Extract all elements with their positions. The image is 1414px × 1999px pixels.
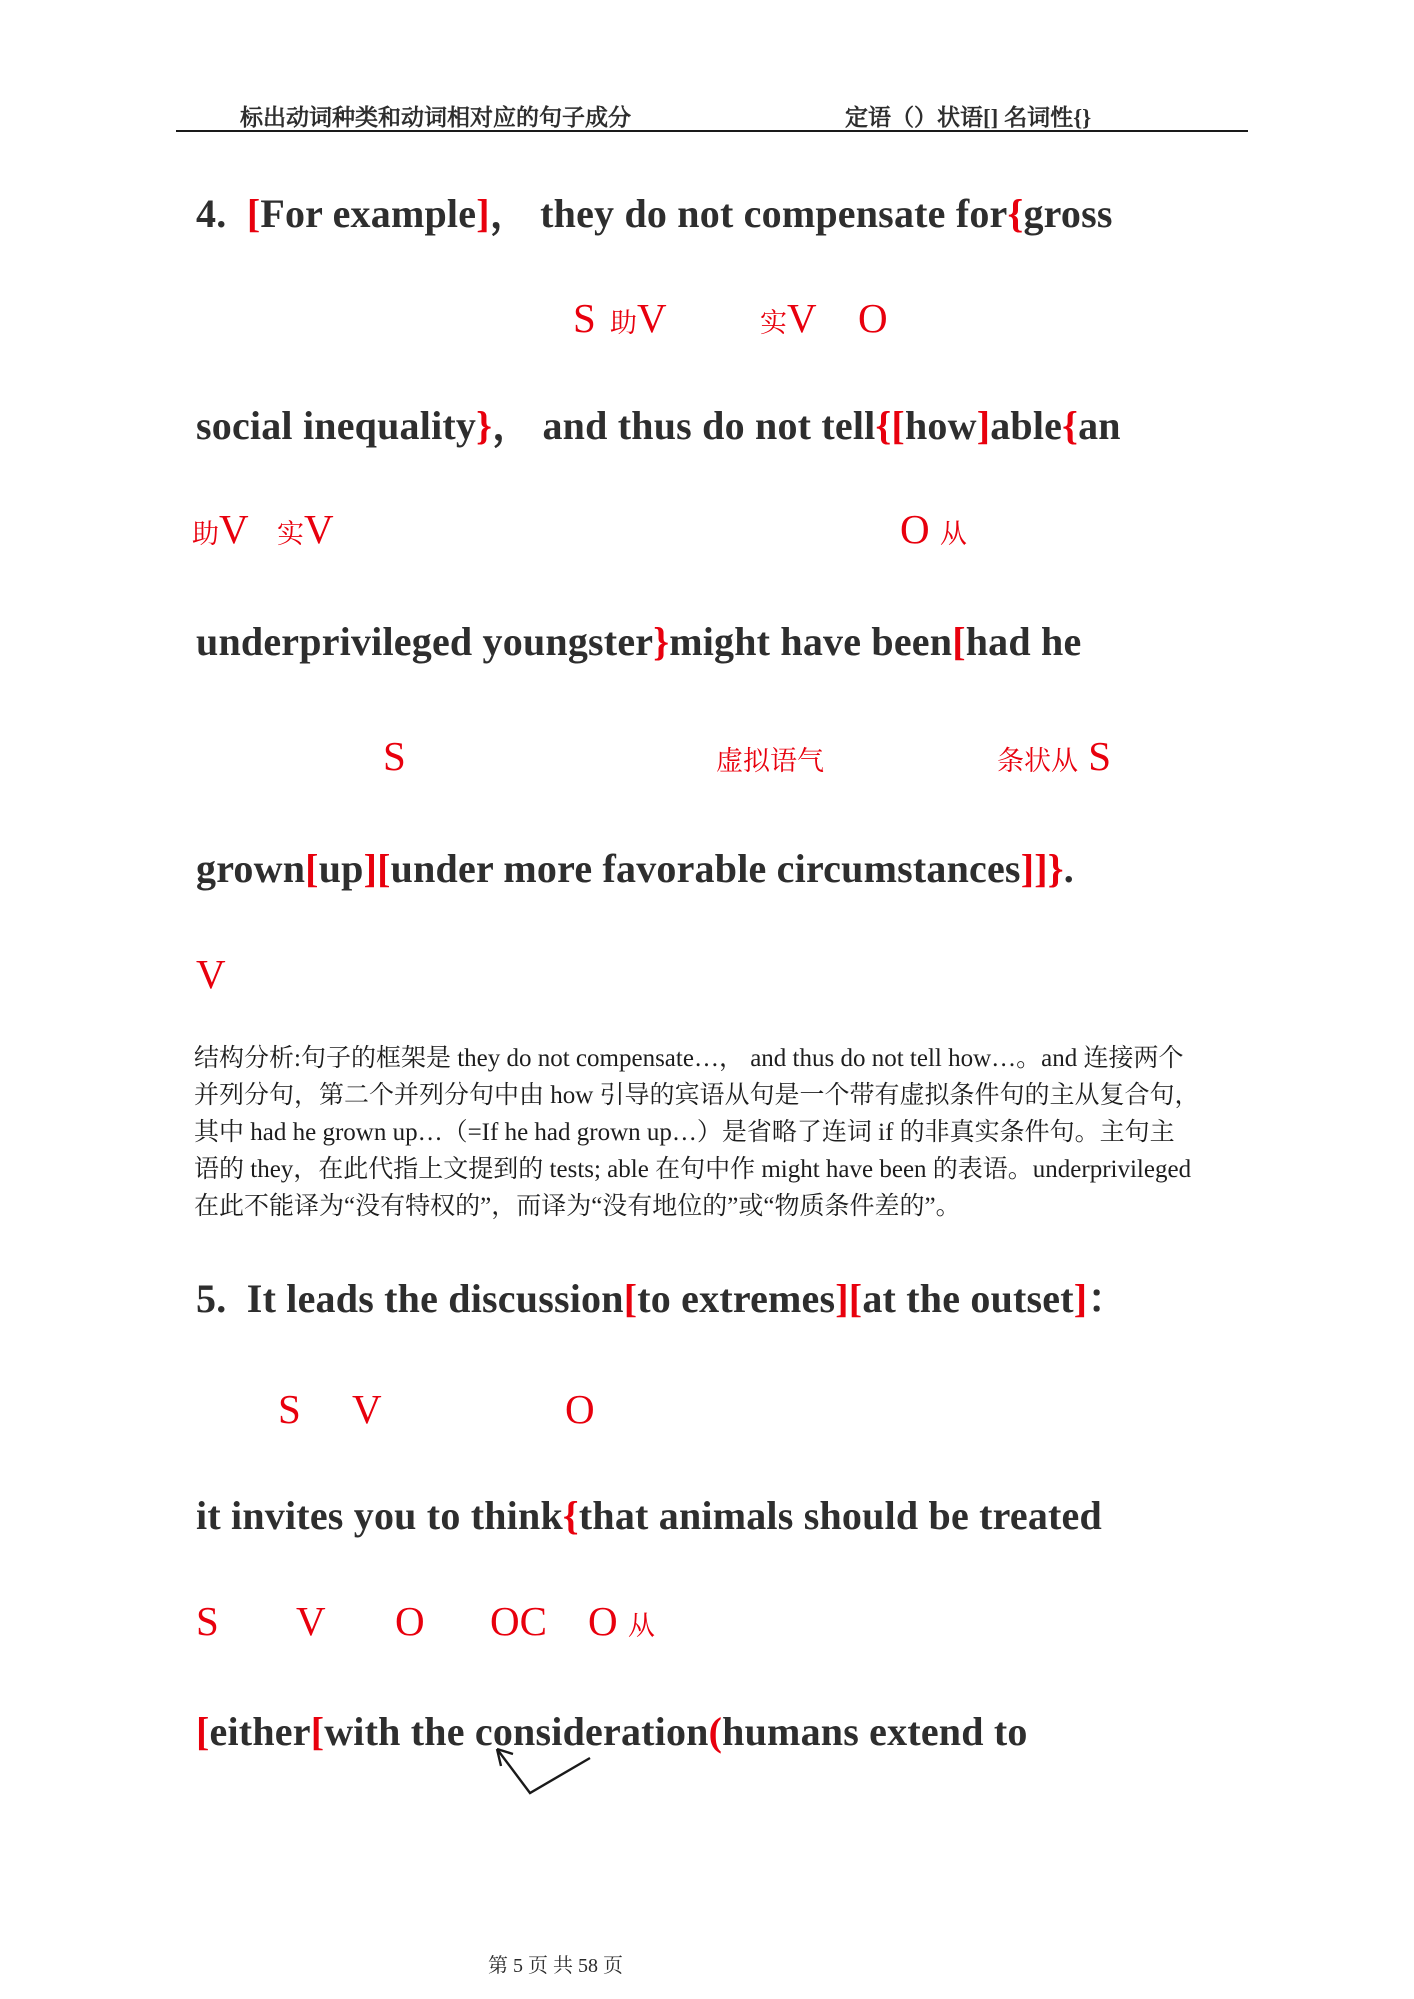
structure-analysis (194, 1040, 1274, 1225)
sentence-5-line-2: it invites you to think{that animals should be treated (196, 1493, 1102, 1538)
annotation-verb: V (196, 951, 226, 997)
annotation-subject: S (383, 733, 406, 779)
annotation-row-6 (0, 1595, 1414, 1653)
annotation-object: O (395, 1598, 425, 1644)
annotation-aux-verb: 助V (192, 506, 249, 552)
annotation-verb: V (296, 1598, 326, 1644)
annotation-subject: S (196, 1598, 219, 1644)
annotation-row-5 (0, 1383, 1414, 1441)
annotation-row-4 (0, 948, 1414, 1006)
sentence-5-line-3: [either[with the consideration(humans extend to (196, 1709, 1028, 1754)
annotation-subject: S (278, 1386, 301, 1432)
sentence-4-line-1: 4. [For example]， they do not compensate for{gross (196, 191, 1113, 236)
annotation-verb: V (352, 1386, 382, 1432)
annotation-main-verb: 实V (760, 295, 817, 341)
analysis-line-1: 结构分析:句子的框架是 they do not compensate…， and thus do not tell how…。and 连接两个 (194, 1045, 1184, 1072)
sentence-4-line-3: underprivileged youngster}might have been[had he (196, 619, 1082, 664)
annotation-main-verb: 实V (277, 506, 334, 552)
header-right-legend: 定语（）状语[] 名词性{} (845, 105, 1092, 130)
analysis-line-2: 并列分句，第二个并列分句中由 how 引导的宾语从句是一个带有虚拟条件句的主从复合句， (194, 1082, 1200, 1109)
sentence-4-line-4: grown[up][under more favorable circumstances]]}. (196, 846, 1074, 891)
header-left-title: 标出动词种类和动词相对应的句子成分 (240, 105, 631, 130)
annotation-row-1 (0, 292, 1414, 350)
annotation-row-2 (0, 503, 1414, 561)
hand-drawn-arrow-icon (470, 1735, 610, 1805)
annotation-object-clause: O 从 (900, 506, 967, 552)
header-rule (176, 130, 1248, 132)
annotation-aux-verb: 助V (610, 295, 667, 341)
sentence-5-line-1: 5. It leads the discussion[to extremes][at the outset]： (196, 1276, 1128, 1321)
annotation-object: O (858, 295, 888, 341)
analysis-line-5: 在此不能译为“没有特权的”，而译为“没有地位的”或“物质条件差的”。 (194, 1193, 961, 1220)
sentence-4-line-2: social inequality}， and thus do not tell{[how]able{an (196, 403, 1121, 448)
annotation-object-clause: O 从 (588, 1598, 655, 1644)
annotation-subjunctive: 虚拟语气 (716, 746, 824, 776)
annotation-row-3 (0, 730, 1414, 788)
annotation-conditional-clause: 条状从 S (997, 733, 1112, 779)
annotation-subject: S (573, 295, 596, 341)
page-number-footer: 第 5 页 共 58 页 (488, 1955, 623, 1977)
analysis-line-3: 其中 had he grown up…（=If he had grown up…）是省略了连词 if 的非真实条件句。主句主 (194, 1119, 1175, 1146)
analysis-line-4: 语的 they，在此代指上文提到的 tests; able 在句中作 might have been 的表语。underprivileged (194, 1156, 1192, 1183)
annotation-object-complement: OC (490, 1598, 547, 1644)
annotation-object: O (565, 1386, 595, 1432)
